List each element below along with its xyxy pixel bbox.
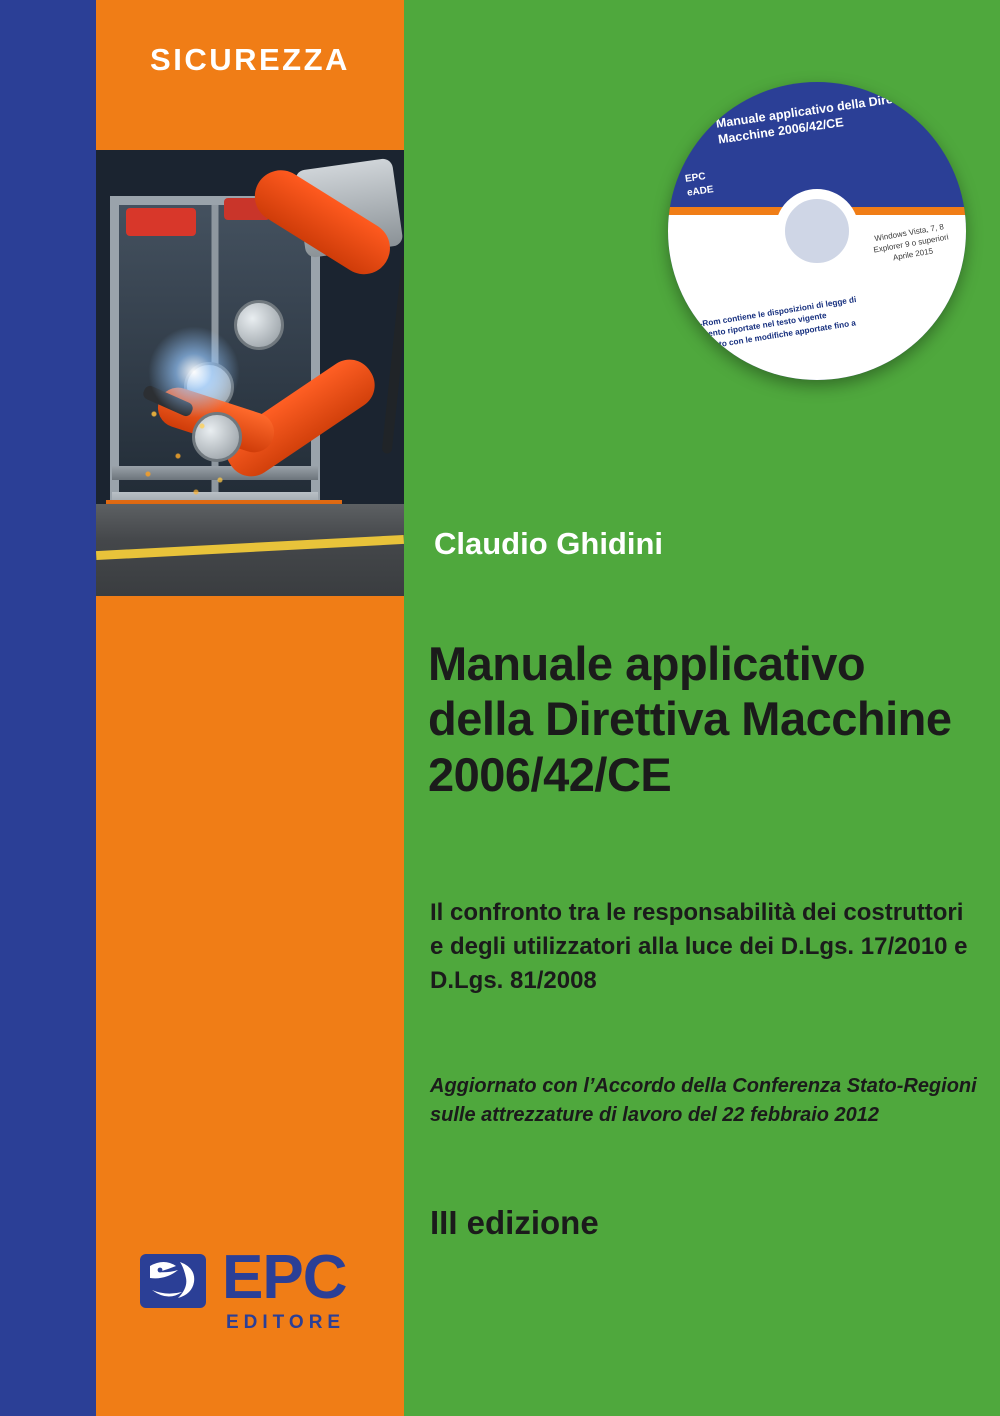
publisher-subtitle: EDITORE [226,1312,346,1333]
author-name: Claudio Ghidini [434,526,664,561]
spine-blue-band [0,0,96,1416]
cd-publisher-logo [684,170,714,200]
robot-joint-1 [234,300,284,350]
cd-rom-graphic [668,82,966,380]
series-label: SICUREZZA [150,42,350,77]
cd-logo-line-1: EPC [684,171,707,186]
publisher-logo [140,1243,370,1352]
cd-logo-line-2: eADE [686,184,715,199]
cd-system-requirements: Windows Vista, 7, 8 Explorer 9 o superiori Aprile 2015 [872,222,949,262]
update-note: Aggiornato con l’Accordo della Conferenza Stato-Regioni sulle attrezzature di lavoro del 22 febbraio 2012 [430,1075,977,1126]
edition-label: III edizione [430,1204,599,1241]
weld-sparks [130,390,250,510]
cd-title: Manuale applicativo della Direttiva Macchine 2006/42/CE [714,88,919,147]
publisher-name: EPC [222,1243,347,1312]
epc-emblem-icon [140,1246,212,1316]
subtitle: Il confronto tra le responsabilità dei costruttori e degli utilizzatori alla luce dei D.Lgs. 17/2010 e D.Lgs. 81/2008 [430,899,968,995]
cd-disc [668,82,966,380]
page-title: Manuale applicativo della Direttiva Macchine 2006/42/CE [428,637,952,801]
robot-cable [382,254,404,454]
cover-photo-industrial-robot [96,150,404,596]
control-box [126,208,196,236]
cd-center-hole [775,189,859,273]
cd-content-note: Il CD-Rom contiene le disposizioni di legge di riferimento riportate nel testo vigente coordinato con le modifiche apportate fino a aprile 2015 [680,295,857,366]
